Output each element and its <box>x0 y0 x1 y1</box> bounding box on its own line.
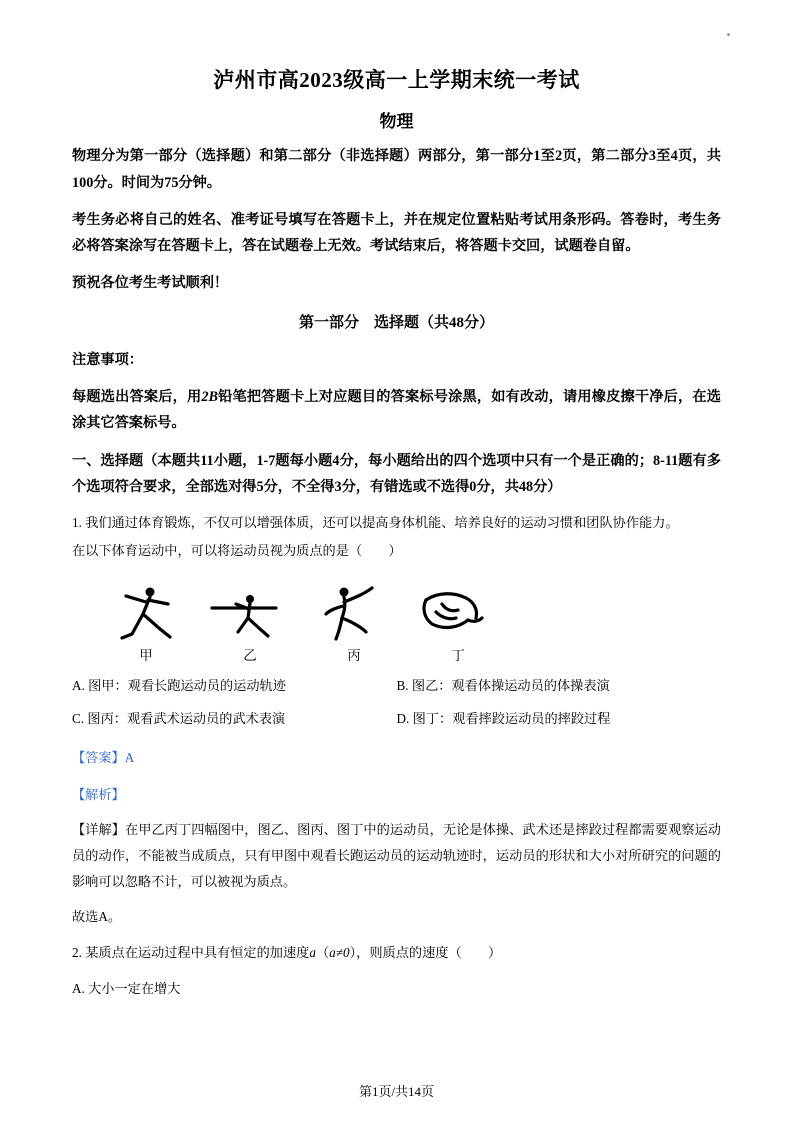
question-2-variable: a <box>309 945 316 961</box>
notice-heading: 注意事项： <box>72 351 143 368</box>
answer-label: 【答案】 <box>72 750 125 766</box>
answer-value: A <box>124 750 135 766</box>
exam-instructions-1: 物理分为第一部分（选择题）和第二部分（非选择题）两部分，第一部分1至2页，第二部分3至4页，共100分。时间为75分钟。 <box>72 148 721 191</box>
question-1-conclusion: 故选A。 <box>72 909 122 925</box>
question-2-tail: ），则质点的速度（ ） <box>349 945 502 961</box>
figure-bing <box>302 578 406 664</box>
part-one-heading: 第一部分 选择题（共48分） <box>298 314 494 331</box>
question-2-number: 2. <box>72 945 82 961</box>
section-one-heading: 一、选择题（本题共11小题，1-7题每小题4分，每小题给出的四个选项中只有一个是正确的；8-11题有多个选项符合要求，全部选对得5分，不全得3分，有错选或不选得0分，共48分） <box>72 452 721 495</box>
question-1-detail <box>72 817 721 894</box>
question-1-stem-line2: 在以下体育运动中，可以将运动员视为质点的是（ ） <box>72 542 402 558</box>
detail-label: 【详解】 <box>72 822 125 838</box>
figure-bing-caption: 丙 <box>347 647 361 664</box>
question-1-options-row-1 <box>72 674 721 698</box>
notice-body <box>72 384 721 437</box>
question-2-text: 某质点在运动过程中具有恒定的加速度 <box>85 945 310 961</box>
subject-title: 物理 <box>379 112 414 132</box>
question-2-stem <box>72 940 721 966</box>
question-1-number: 1. <box>72 515 82 531</box>
figure-jia-caption: 甲 <box>139 647 153 664</box>
pencil-grade: 2B <box>201 388 218 405</box>
corner-dot-marker <box>727 33 730 36</box>
question-1-figure-group <box>72 578 721 664</box>
wrestling-icon <box>406 578 510 642</box>
question-1-answer <box>72 745 721 770</box>
figure-yi <box>198 578 302 664</box>
martial-arts-icon <box>302 578 406 642</box>
figure-ding-caption: 丁 <box>451 647 465 664</box>
question-2-paren-open: （ <box>315 945 330 961</box>
page-title: 泸州市高2023级高一上学期末统一考试 <box>213 68 580 92</box>
exam-instructions-2: 考生务必将自己的姓名、准考证号填写在答题卡上，并在规定位置粘贴考试用条形码。答卷时，考生务必将答案涂写在答题卡上，答在试题卷上无效。考试结束后，将答题卡交回，试题卷自留。 <box>72 211 721 255</box>
notice-pre: 每题选出答案后，用 <box>72 388 202 405</box>
figure-ding <box>406 578 510 664</box>
option-a[interactable]: A. 图甲：观看长跑运动员的运动轨迹 <box>72 677 286 693</box>
exam-instructions-3: 预祝各位考生考试顺利！ <box>72 275 229 292</box>
figure-jia <box>94 578 198 664</box>
question-2-option-a[interactable]: A. 大小一定在增大 <box>72 980 181 996</box>
runner-icon <box>94 578 198 642</box>
page-footer: 第1页/共14页 <box>358 1084 435 1099</box>
option-b[interactable]: B. 图乙：观看体操运动员的体操表演 <box>396 677 610 693</box>
question-1-options-row-2 <box>72 707 721 731</box>
question-1-analysis-label: 【解析】 <box>72 787 125 803</box>
figure-yi-caption: 乙 <box>243 647 257 664</box>
question-1-text: 我们通过体育锻炼，不仅可以增强体质，还可以提高身体机能、培养良好的运动习惯和团队协作能力。 <box>85 515 679 531</box>
notice-post: 铅笔把答题卡上对应题目的答案标号涂黑，如有改动，请用橡皮擦干净后，在选涂其它答案标号。 <box>72 388 721 432</box>
option-c[interactable]: C. 图丙：观看武术运动员的武术表演 <box>72 711 286 727</box>
option-d[interactable]: D. 图丁：观看摔跤运动员的摔跤过程 <box>396 711 611 727</box>
question-2-condition: a≠0 <box>329 945 350 961</box>
gymnast-icon <box>198 578 302 642</box>
detail-text: 在甲乙丙丁四幅图中，图乙、图丙、图丁中的运动员，无论是体操、武术还是摔跤过程都需要观察运动员的动作，不能被当成质点，只有甲图中观看长跑运动员的运动轨迹时，运动员的形状和大小对所研究的问题的影响可以忽略不计，可以被视为质点。 <box>72 822 721 889</box>
question-1-stem-line1 <box>72 510 721 536</box>
